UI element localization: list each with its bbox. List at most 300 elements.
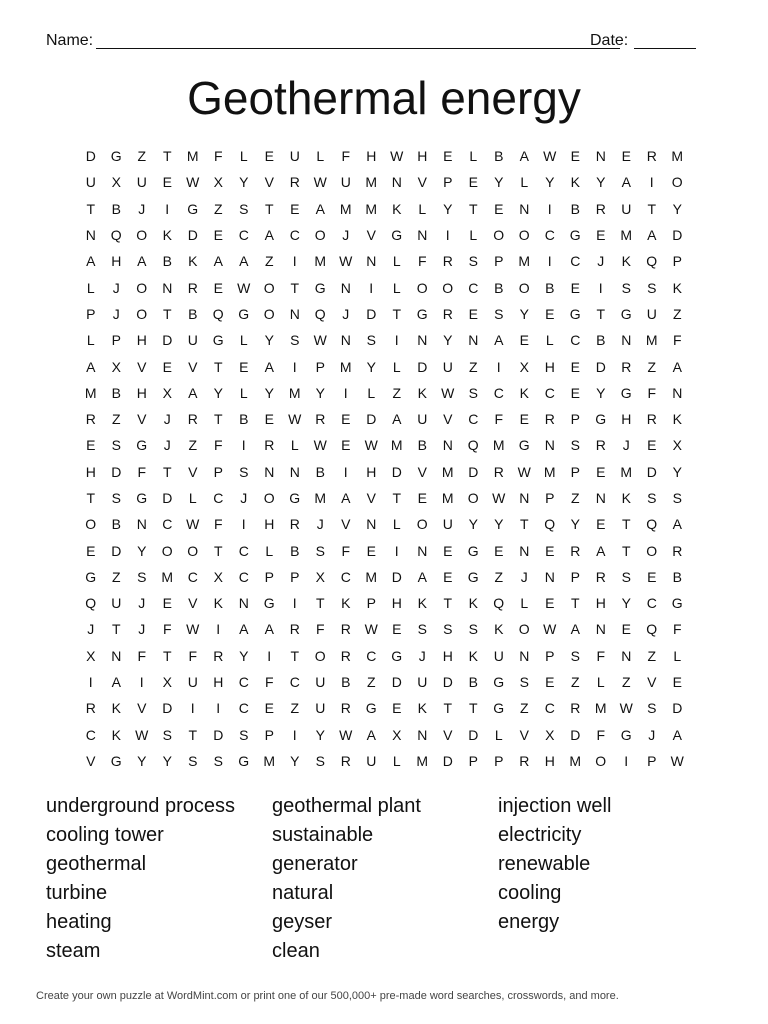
grid-letter: Q bbox=[646, 516, 658, 533]
grid-letter: U bbox=[366, 752, 377, 769]
grid-letter: N bbox=[340, 332, 351, 349]
grid-letter: N bbox=[672, 384, 683, 401]
grid-letter: B bbox=[596, 332, 606, 349]
grid-letter: G bbox=[595, 411, 607, 428]
grid-letter: D bbox=[162, 332, 173, 349]
grid-letter: R bbox=[442, 305, 453, 322]
grid-letter: Y bbox=[137, 752, 147, 769]
grid-letter: D bbox=[595, 358, 606, 375]
grid-letter: M bbox=[645, 332, 658, 349]
grid-letter: W bbox=[339, 253, 353, 270]
grid-letter: L bbox=[239, 332, 248, 349]
grid-letter: A bbox=[341, 490, 351, 506]
grid-letter: Q bbox=[646, 621, 658, 638]
grid-letter: R bbox=[85, 411, 96, 428]
grid-letter: F bbox=[596, 726, 606, 743]
grid-letter: V bbox=[519, 726, 529, 743]
grid-letter: R bbox=[340, 621, 351, 638]
word-item: injection well bbox=[498, 795, 612, 817]
grid-letter: H bbox=[111, 253, 122, 270]
grid-letter: Z bbox=[137, 148, 147, 165]
grid-letter: I bbox=[292, 253, 297, 270]
name-field-line[interactable] bbox=[96, 48, 620, 49]
grid-letter: B bbox=[111, 516, 121, 533]
grid-letter: G bbox=[187, 200, 199, 217]
grid-letter: H bbox=[442, 647, 453, 664]
grid-letter: Y bbox=[162, 752, 172, 769]
grid-letter: I bbox=[267, 647, 272, 664]
grid-letter: L bbox=[520, 595, 529, 612]
grid-letter: M bbox=[84, 384, 97, 401]
grid-letter: L bbox=[316, 148, 325, 165]
grid-letter: J bbox=[418, 647, 426, 664]
grid-letter: I bbox=[241, 437, 246, 454]
grid-letter: U bbox=[111, 595, 122, 612]
grid-row bbox=[78, 248, 690, 274]
grid-letter: E bbox=[494, 200, 504, 217]
grid-letter: W bbox=[517, 463, 531, 480]
grid-row bbox=[78, 564, 690, 590]
grid-letter: G bbox=[391, 227, 403, 244]
grid-letter: B bbox=[417, 437, 427, 454]
grid-letter: L bbox=[392, 358, 401, 375]
grid-letter: D bbox=[442, 752, 453, 769]
grid-letter: O bbox=[518, 621, 530, 638]
grid-letter: N bbox=[264, 463, 275, 480]
grid-letter: B bbox=[111, 384, 121, 401]
grid-letter: K bbox=[213, 595, 223, 612]
grid-letter: A bbox=[264, 358, 274, 375]
grid-letter: H bbox=[213, 674, 224, 691]
footer-note: Create your own puzzle at WordMint.com or print one of our 500,000+ pre-made word searches, crosswords, and more. bbox=[36, 990, 619, 1002]
grid-letter: G bbox=[493, 674, 505, 691]
grid-letter: M bbox=[543, 463, 556, 480]
grid-letter: T bbox=[162, 647, 172, 664]
word-item: renewable bbox=[498, 853, 591, 875]
grid-letter: C bbox=[366, 647, 377, 664]
grid-letter: Z bbox=[188, 437, 198, 454]
grid-letter: R bbox=[595, 200, 606, 217]
grid-letter: R bbox=[85, 700, 96, 717]
grid-letter: Y bbox=[443, 200, 453, 217]
grid-letter: U bbox=[646, 305, 657, 322]
grid-letter: H bbox=[136, 384, 147, 401]
grid-letter: R bbox=[493, 463, 504, 480]
grid-letter: X bbox=[545, 726, 555, 743]
grid-letter: Y bbox=[290, 752, 300, 769]
grid-letter: B bbox=[468, 674, 478, 691]
grid-letter: D bbox=[162, 700, 173, 717]
grid-letter: P bbox=[494, 752, 504, 769]
grid-letter: K bbox=[417, 700, 427, 717]
grid-letter: R bbox=[595, 437, 606, 454]
grid-letter: U bbox=[289, 148, 300, 165]
grid-letter: H bbox=[621, 411, 632, 428]
grid-letter: C bbox=[238, 674, 249, 691]
grid-letter: T bbox=[621, 542, 631, 559]
grid-letter: M bbox=[339, 200, 352, 217]
grid-letter: P bbox=[570, 411, 580, 428]
grid-letter: G bbox=[212, 332, 224, 349]
grid-letter: E bbox=[341, 437, 351, 454]
grid-letter: O bbox=[416, 516, 428, 533]
grid-letter: P bbox=[468, 752, 478, 769]
grid-row bbox=[78, 590, 690, 616]
grid-row bbox=[78, 643, 690, 669]
grid-letter: D bbox=[162, 490, 173, 506]
grid-letter: E bbox=[647, 437, 657, 454]
grid-letter: F bbox=[315, 621, 325, 638]
grid-row bbox=[78, 669, 690, 695]
grid-letter: A bbox=[647, 227, 657, 244]
word-item: underground process bbox=[46, 795, 236, 817]
grid-letter: R bbox=[187, 411, 198, 428]
grid-letter: N bbox=[442, 437, 453, 454]
grid-letter: W bbox=[543, 621, 557, 638]
letter-grid bbox=[78, 143, 690, 774]
grid-letter: F bbox=[264, 674, 274, 691]
grid-letter: X bbox=[672, 437, 682, 454]
grid-letter: E bbox=[621, 148, 631, 165]
grid-letter: J bbox=[342, 227, 350, 244]
grid-row bbox=[78, 537, 690, 563]
grid-letter: W bbox=[441, 384, 455, 401]
grid-letter: C bbox=[289, 674, 300, 691]
grid-letter: K bbox=[570, 174, 580, 191]
grid-letter: D bbox=[468, 726, 479, 743]
date-label: Date: bbox=[590, 32, 629, 49]
grid-letter: R bbox=[570, 700, 581, 717]
grid-letter: N bbox=[519, 200, 530, 217]
grid-letter: L bbox=[239, 148, 248, 165]
grid-letter: C bbox=[340, 568, 351, 585]
grid-letter: F bbox=[213, 516, 223, 533]
grid-letter: B bbox=[494, 148, 504, 165]
grid-letter: J bbox=[240, 490, 248, 506]
grid-letter: U bbox=[621, 200, 632, 217]
grid-row bbox=[78, 616, 690, 642]
grid-letter: E bbox=[290, 200, 300, 217]
grid-letter: Z bbox=[468, 358, 478, 375]
grid-letter: F bbox=[494, 411, 504, 428]
grid-letter: P bbox=[443, 174, 453, 191]
grid-letter: M bbox=[365, 200, 378, 217]
grid-letter: J bbox=[622, 437, 630, 454]
grid-letter: P bbox=[366, 595, 376, 612]
grid-letter: A bbox=[239, 621, 249, 638]
grid-letter: N bbox=[85, 227, 96, 244]
grid-letter: D bbox=[646, 463, 657, 480]
grid-letter: E bbox=[519, 411, 529, 428]
grid-letter: W bbox=[492, 490, 506, 506]
grid-letter: P bbox=[545, 490, 555, 506]
grid-letter: X bbox=[213, 568, 223, 585]
grid-letter: D bbox=[672, 227, 683, 244]
grid-letter: G bbox=[620, 384, 632, 401]
name-label: Name: bbox=[46, 32, 94, 49]
grid-letter: E bbox=[443, 568, 453, 585]
grid-letter: M bbox=[314, 490, 327, 506]
grid-letter: T bbox=[213, 542, 223, 559]
grid-letter: O bbox=[314, 647, 326, 664]
grid-letter: U bbox=[340, 174, 351, 191]
grid-row bbox=[78, 222, 690, 248]
word-column bbox=[272, 792, 498, 966]
grid-letter: G bbox=[620, 726, 632, 743]
grid-letter: E bbox=[647, 568, 657, 585]
grid-letter: I bbox=[394, 332, 399, 349]
grid-letter: K bbox=[111, 700, 121, 717]
grid-letter: Y bbox=[264, 384, 274, 401]
grid-letter: J bbox=[520, 568, 528, 585]
grid-letter: D bbox=[391, 463, 402, 480]
grid-letter: V bbox=[417, 174, 427, 191]
grid-letter: D bbox=[111, 463, 122, 480]
grid-letter: Q bbox=[314, 305, 326, 322]
grid-letter: G bbox=[289, 490, 301, 506]
grid-letter: J bbox=[342, 305, 350, 322]
grid-letter: S bbox=[621, 279, 631, 296]
grid-letter: N bbox=[544, 568, 555, 585]
grid-letter: Y bbox=[315, 726, 325, 743]
grid-letter: N bbox=[544, 437, 555, 454]
grid-letter: E bbox=[545, 674, 555, 691]
grid-letter: G bbox=[85, 568, 97, 585]
grid-letter: K bbox=[162, 227, 172, 244]
header bbox=[46, 32, 706, 54]
grid-letter: O bbox=[161, 542, 173, 559]
grid-row bbox=[78, 274, 690, 300]
grid-letter: E bbox=[264, 411, 274, 428]
grid-letter: C bbox=[238, 227, 249, 244]
grid-letter: E bbox=[468, 174, 478, 191]
grid-letter: R bbox=[646, 411, 657, 428]
grid-letter: W bbox=[390, 148, 404, 165]
grid-letter: G bbox=[110, 148, 122, 165]
grid-letter: J bbox=[597, 253, 605, 270]
grid-letter: O bbox=[518, 227, 530, 244]
grid-letter: S bbox=[111, 437, 121, 454]
grid-letter: U bbox=[442, 516, 453, 533]
grid-letter: K bbox=[417, 384, 427, 401]
grid-letter: Q bbox=[544, 516, 556, 533]
grid-letter: O bbox=[416, 279, 428, 296]
grid-letter: E bbox=[570, 358, 580, 375]
grid-letter: Y bbox=[494, 174, 504, 191]
grid-letter: S bbox=[366, 332, 376, 349]
grid-letter: E bbox=[417, 490, 427, 506]
grid-letter: I bbox=[292, 358, 297, 375]
grid-letter: U bbox=[315, 700, 326, 717]
grid-letter: E bbox=[570, 279, 580, 296]
grid-letter: E bbox=[545, 542, 555, 559]
grid-letter: H bbox=[136, 332, 147, 349]
grid-letter: Y bbox=[239, 174, 249, 191]
grid-letter: C bbox=[238, 700, 249, 717]
grid-letter: A bbox=[570, 621, 580, 638]
grid-letter: M bbox=[390, 437, 403, 454]
grid-letter: K bbox=[672, 411, 682, 428]
grid-letter: Y bbox=[468, 516, 478, 533]
grid-row bbox=[78, 485, 690, 511]
grid-letter: P bbox=[545, 647, 555, 664]
grid-letter: T bbox=[162, 463, 172, 480]
grid-letter: I bbox=[292, 595, 297, 612]
word-item: natural bbox=[272, 882, 334, 904]
grid-letter: E bbox=[443, 148, 453, 165]
grid-letter: F bbox=[137, 463, 147, 480]
grid-letter: C bbox=[570, 253, 581, 270]
grid-letter: F bbox=[213, 437, 223, 454]
grid-letter: J bbox=[87, 621, 95, 638]
grid-letter: Q bbox=[493, 595, 505, 612]
grid-letter: P bbox=[264, 726, 274, 743]
grid-letter: S bbox=[417, 621, 427, 638]
grid-letter: E bbox=[621, 621, 631, 638]
grid-letter: L bbox=[86, 332, 95, 349]
grid-letter: V bbox=[137, 358, 147, 375]
grid-letter: I bbox=[241, 516, 246, 533]
grid-letter: P bbox=[264, 568, 274, 585]
grid-letter: D bbox=[213, 726, 224, 743]
grid-letter: I bbox=[496, 358, 501, 375]
grid-letter: T bbox=[290, 279, 300, 296]
grid-row bbox=[78, 143, 690, 169]
grid-letter: T bbox=[213, 358, 223, 375]
grid-letter: L bbox=[86, 279, 95, 296]
grid-letter: R bbox=[289, 174, 300, 191]
grid-letter: L bbox=[392, 279, 401, 296]
grid-letter: O bbox=[442, 279, 454, 296]
grid-letter: B bbox=[341, 674, 351, 691]
grid-letter: R bbox=[213, 647, 224, 664]
grid-letter: E bbox=[570, 384, 580, 401]
grid-letter: D bbox=[366, 411, 377, 428]
grid-letter: L bbox=[290, 437, 299, 454]
grid-letter: Y bbox=[672, 200, 682, 217]
grid-letter: Y bbox=[672, 463, 682, 480]
grid-letter: S bbox=[468, 384, 478, 401]
grid-letter: O bbox=[136, 227, 148, 244]
grid-letter: F bbox=[672, 332, 682, 349]
grid-letter: A bbox=[188, 384, 198, 401]
grid-letter: I bbox=[343, 463, 348, 480]
grid-letter: I bbox=[292, 726, 297, 743]
grid-letter: E bbox=[519, 332, 529, 349]
grid-letter: J bbox=[112, 305, 120, 322]
grid-letter: Y bbox=[545, 174, 555, 191]
grid-letter: E bbox=[366, 542, 376, 559]
grid-letter: C bbox=[238, 542, 249, 559]
grid-letter: P bbox=[570, 463, 580, 480]
grid-letter: R bbox=[264, 437, 275, 454]
grid-letter: S bbox=[672, 490, 682, 506]
grid-row bbox=[78, 196, 690, 222]
word-item: cooling bbox=[498, 882, 562, 904]
grid-letter: W bbox=[237, 279, 251, 296]
grid-letter: Y bbox=[596, 174, 606, 191]
grid-letter: Y bbox=[137, 542, 147, 559]
grid-letter: W bbox=[186, 174, 200, 191]
grid-letter: H bbox=[264, 516, 275, 533]
grid-letter: S bbox=[570, 647, 580, 664]
grid-row bbox=[78, 695, 690, 721]
grid-letter: N bbox=[136, 516, 147, 533]
grid-letter: V bbox=[264, 174, 274, 191]
grid-letter: G bbox=[467, 568, 479, 585]
grid-letter: A bbox=[213, 253, 223, 270]
grid-letter: K bbox=[519, 384, 529, 401]
grid-letter: S bbox=[290, 332, 300, 349]
grid-letter: U bbox=[493, 647, 504, 664]
grid-letter: B bbox=[545, 279, 555, 296]
grid-letter: U bbox=[417, 411, 428, 428]
grid-letter: W bbox=[619, 700, 633, 717]
grid-letter: H bbox=[391, 595, 402, 612]
grid-letter: S bbox=[647, 279, 657, 296]
grid-letter: S bbox=[239, 726, 249, 743]
grid-row bbox=[78, 353, 690, 379]
grid-letter: V bbox=[417, 463, 427, 480]
word-item: geothermal plant bbox=[272, 795, 421, 817]
grid-letter: E bbox=[86, 437, 96, 454]
grid-letter: I bbox=[598, 279, 603, 296]
grid-letter: B bbox=[570, 200, 580, 217]
grid-letter: A bbox=[417, 568, 427, 585]
grid-letter: Q bbox=[467, 437, 479, 454]
grid-letter: I bbox=[216, 621, 221, 638]
grid-letter: G bbox=[518, 437, 530, 454]
grid-letter: A bbox=[137, 253, 147, 270]
grid-letter: P bbox=[315, 358, 325, 375]
grid-letter: T bbox=[519, 516, 529, 533]
grid-letter: V bbox=[188, 463, 198, 480]
grid-letter: T bbox=[596, 305, 606, 322]
grid-letter: L bbox=[494, 726, 503, 743]
grid-letter: E bbox=[341, 411, 351, 428]
grid-letter: E bbox=[672, 674, 682, 691]
grid-letter: F bbox=[213, 148, 223, 165]
grid-letter: C bbox=[85, 726, 96, 743]
date-field-line[interactable] bbox=[634, 48, 696, 49]
grid-letter: K bbox=[468, 647, 478, 664]
grid-letter: L bbox=[520, 174, 529, 191]
grid-letter: R bbox=[289, 621, 300, 638]
grid-letter: T bbox=[315, 595, 325, 612]
grid-letter: N bbox=[621, 647, 632, 664]
grid-letter: O bbox=[263, 279, 275, 296]
grid-letter: Z bbox=[647, 647, 657, 664]
grid-letter: T bbox=[290, 647, 300, 664]
grid-letter: N bbox=[391, 174, 402, 191]
grid-letter: A bbox=[264, 227, 274, 244]
grid-letter: N bbox=[289, 305, 300, 322]
grid-letter: W bbox=[313, 437, 327, 454]
grid-letter: P bbox=[111, 332, 121, 349]
grid-letter: S bbox=[213, 752, 223, 769]
grid-letter: A bbox=[111, 674, 121, 691]
grid-letter: Z bbox=[672, 305, 682, 322]
grid-letter: J bbox=[648, 726, 656, 743]
grid-letter: T bbox=[621, 516, 631, 533]
grid-letter: R bbox=[187, 279, 198, 296]
grid-letter: N bbox=[111, 647, 122, 664]
grid-letter: A bbox=[239, 253, 249, 270]
grid-row bbox=[78, 406, 690, 432]
word-item: energy bbox=[498, 911, 560, 933]
grid-letter: T bbox=[188, 726, 198, 743]
grid-letter: M bbox=[594, 700, 607, 717]
